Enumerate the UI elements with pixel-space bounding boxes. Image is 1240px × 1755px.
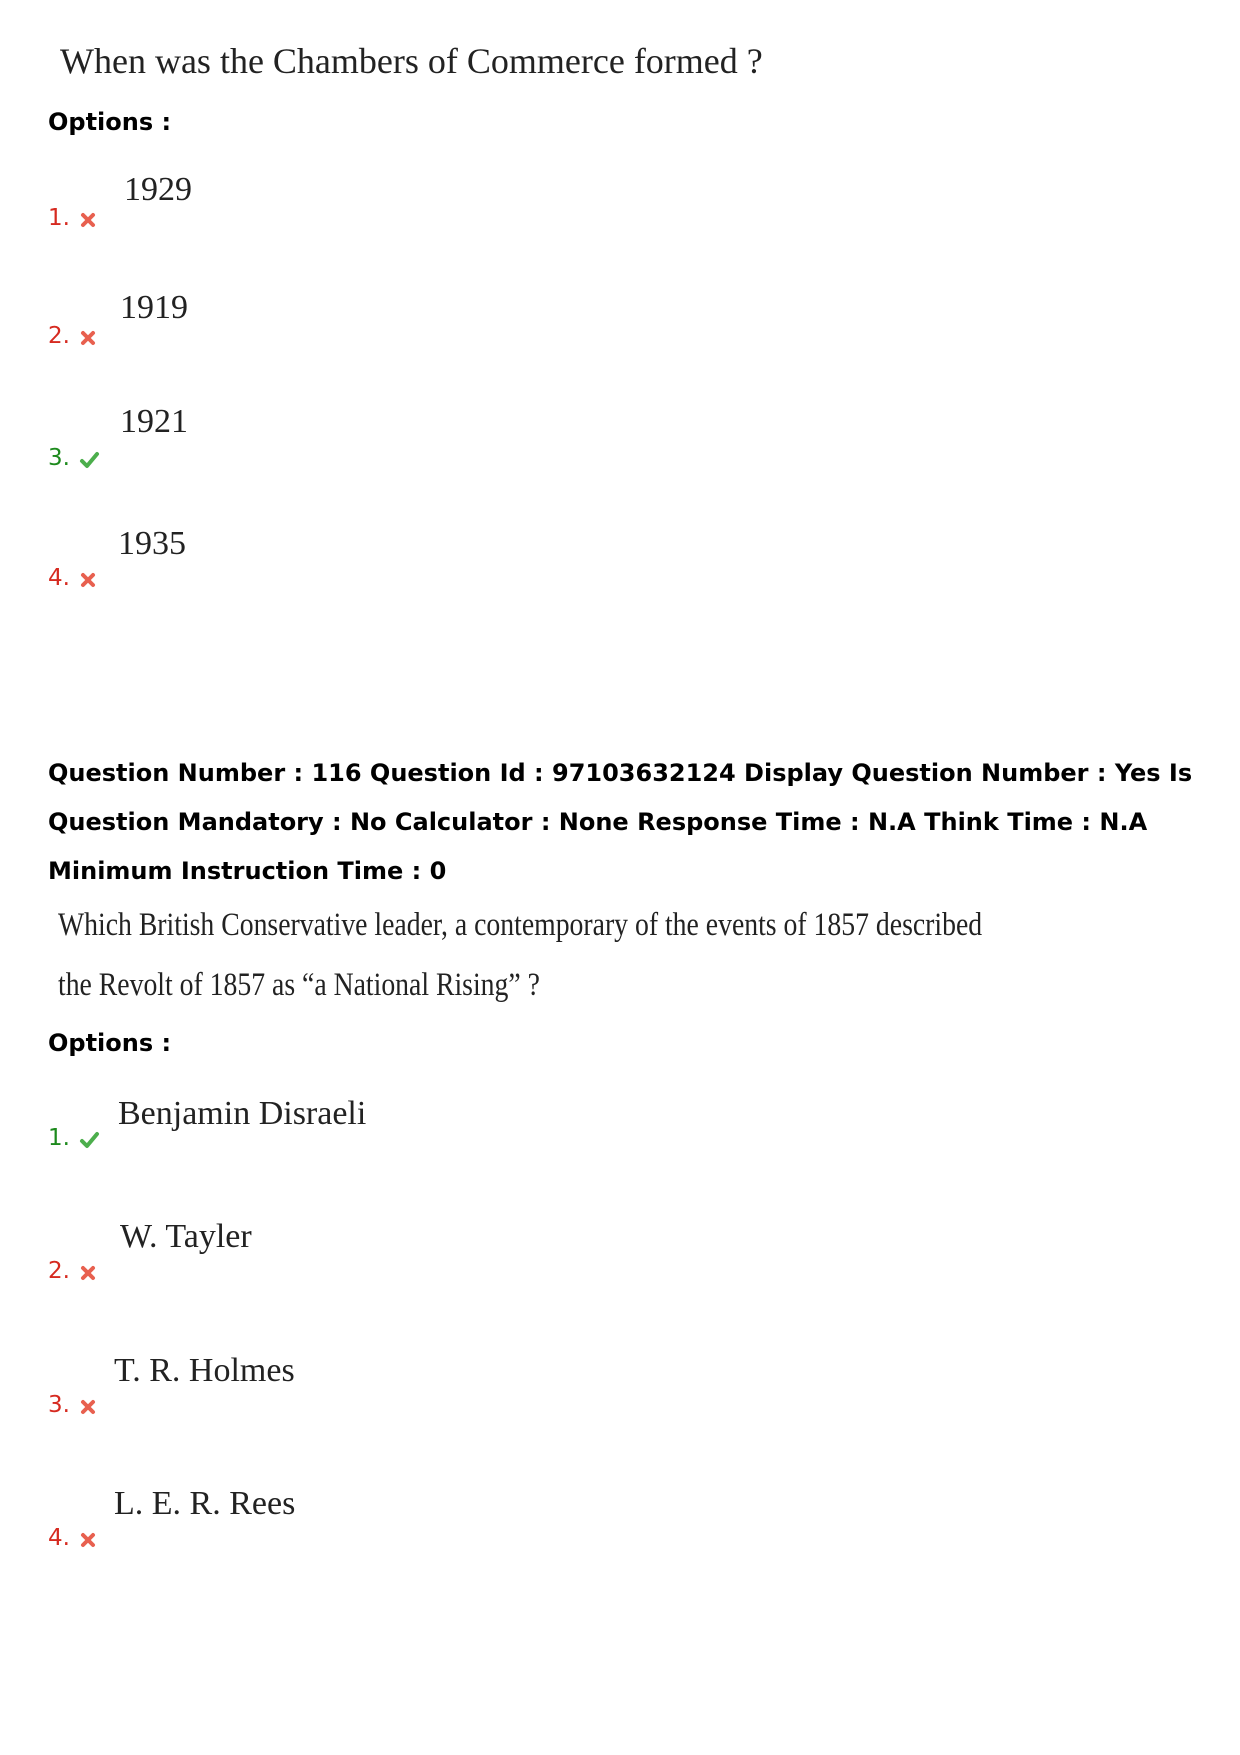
option-number: 4. [48, 565, 70, 591]
question-text: the Revolt of 1857 as “a National Rising” ? [58, 967, 540, 1003]
cross-icon [78, 328, 98, 348]
option-text: 1919 [120, 289, 188, 326]
option-item [48, 170, 648, 230]
option-number: 3. [48, 1392, 70, 1418]
cross-icon [78, 1530, 98, 1550]
cross-icon [78, 210, 98, 230]
option-item [48, 1352, 648, 1418]
option-text: 1929 [124, 171, 192, 208]
cross-icon [78, 1397, 98, 1417]
check-icon [78, 1130, 100, 1150]
option-text: L. E. R. Rees [114, 1485, 296, 1522]
option-text: W. Tayler [120, 1218, 252, 1255]
option-item [48, 1485, 648, 1551]
check-icon [78, 450, 100, 470]
option-number: 1. [48, 1125, 70, 1151]
option-item [48, 288, 648, 348]
option-item [48, 1090, 648, 1150]
option-text: T. R. Holmes [114, 1352, 295, 1389]
option-number: 3. [48, 445, 70, 471]
option-number: 4. [48, 1525, 70, 1551]
option-text: 1935 [118, 525, 186, 562]
question-text: When was the Chambers of Commerce formed ? [60, 41, 763, 81]
option-number: 1. [48, 205, 70, 231]
options-label: Options : [48, 1029, 172, 1057]
option-item [48, 403, 648, 471]
option-number: 2. [48, 323, 70, 349]
cross-icon [78, 570, 98, 590]
options-label: Options : [48, 108, 172, 136]
option-text: 1921 [120, 403, 188, 440]
question-metadata: Question Number : 116 Question Id : 97103632124 Display Question Number : Yes Is Question Mandatory : No Calculator : None Response Time : N.A Think Time : N.A Minimum Instruction Time : 0 [48, 759, 1193, 885]
option-text: Benjamin Disraeli [118, 1095, 367, 1132]
option-item [48, 1218, 648, 1284]
question-text: Which British Conservative leader, a contemporary of the events of 1857 described [58, 907, 983, 943]
option-number: 2. [48, 1258, 70, 1284]
option-item [48, 525, 648, 591]
cross-icon [78, 1263, 98, 1283]
